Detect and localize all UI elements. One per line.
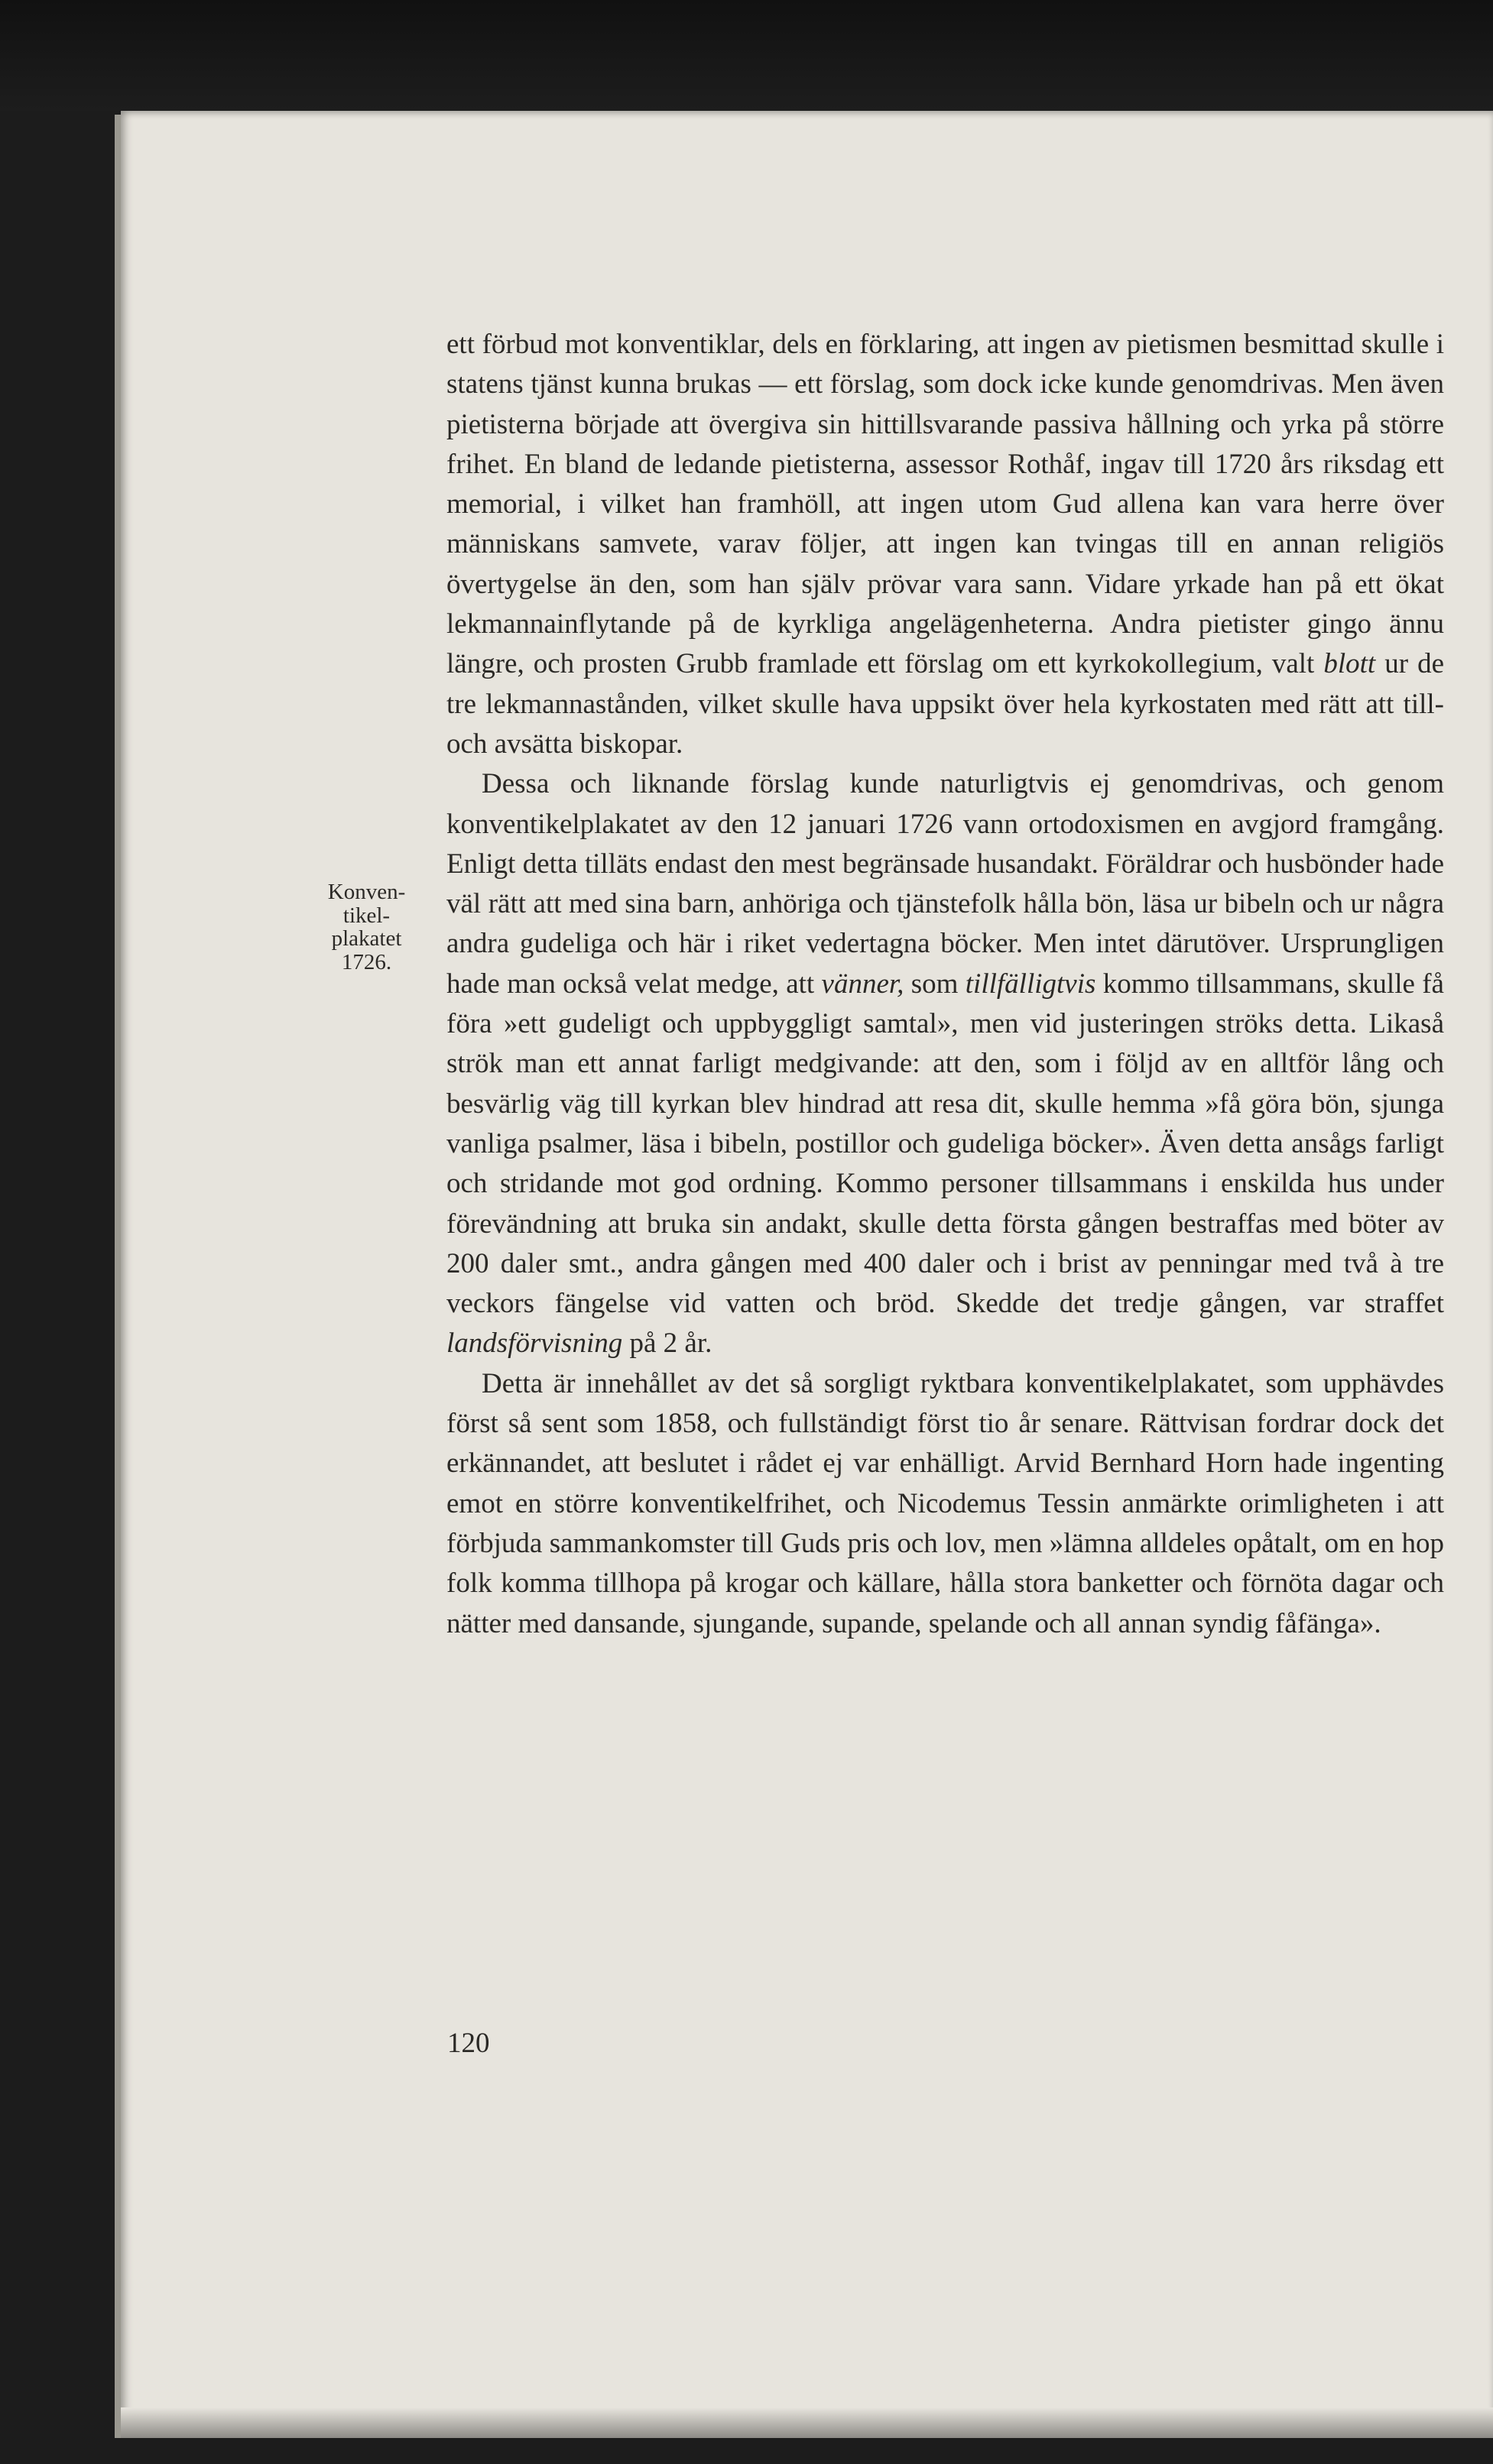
scan-border [0,0,1493,111]
paragraph-2 [446,764,1444,1363]
body-text [446,325,1444,1644]
marginal-note-line: 1726. [341,949,392,974]
emphasis: blott [1323,648,1376,680]
text-run: Detta är innehållet av det så sorgligt ryktbara konventikelplakatet, som upphävdes först så sent som 1858, och fullständigt först tio år senare. Rättvisan fordrar dock det erkännandet, att beslutet i rådet ej var enhälligt. Arvid Bernhard Horn hade ingenting emot en större konventikelfrihet, och Nicodemus Tessin anmärkte orimligheten i att förbjuda sammankomster till Guds pris och lov, men »lämna alldeles opåtalt, om en hop folk komma tillhopa på krogar och källare, hålla stora banketter och förnöta dagar och nätter med dansande, sjungande, supande, spelande och all annan syndig fåfänga». [446,1367,1444,1639]
marginal-note [315,880,418,974]
marginal-note-line: Konven- [327,880,406,904]
text-run: som [904,968,966,1000]
page-bottom-shadow [121,2407,1493,2438]
text-run: Dessa och liknande förslag kunde naturligtvis ej genomdrivas, och genom konventikelplakatet av den 12 januari 1726 vann ortodoxismen en avgjord framgång. Enligt detta tilläts endast den mest begränsade husandakt. Föräldrar och husbönder hade väl rätt att med sina barn, anhöriga och tjänstefolk hålla bön, läsa ur bibeln och ur några andra gudeliga och här i riket vedertagna böcker. Men intet därutöver. Ursprungligen hade man också velat medge, att [446,768,1444,1000]
emphasis: tillfälligtvis [965,968,1096,1000]
page-number: 120 [447,2028,490,2059]
paragraph-1 [446,325,1444,764]
paragraph-3 [446,1364,1444,1644]
marginal-note-line: plakatet [331,926,402,951]
emphasis: landsförvisning [446,1328,623,1360]
text-run: kommo tillsammans, skulle få föra »ett gudeligt och uppbyggligt samtal», men vid justeringen ströks detta. Likaså strök man ett annat farligt medgivande: att den, som i följd av en alltför lång och besvärlig väg till kyrkan blev hindrad att resa dit, skulle hemma »få göra bön, sjunga vanliga psalmer, läsa i bibeln, postillor och gudeliga böcker». Även detta ansågs farligt och stridande mot god ordning. Kommo personer tillsammans i enskilda hus under förevändning att bruka sin andakt, skulle detta första gången bestraffas med böter av 200 daler smt., andra gången med 400 daler och i brist av penningar med två à tre veckors fängelse vid vatten och bröd. Skedde det tredje gången, var straffet [446,968,1444,1320]
text-run: ett förbud mot konventiklar, dels en förklaring, att ingen av pietismen besmittad skulle i statens tjänst kunna brukas — ett förslag, som dock icke kunde genomdrivas. Men även pietisterna började att övergiva sin hittillsvarande passiva hållning och yrka på större frihet. En bland de ledande pietisterna, assessor Rothåf, ingav till 1720 års riksdag ett memorial, i vilket han framhöll, att ingen utom Gud allena kan vara herre över människans samvete, varav följer, att ingen kan tvingas till en annan religiös övertygelse än den, som han själv prövar vara sann. Vidare yrkade han på ett ökat lekmannainflytande på de kyrkliga angelägenheterna. Andra pietister gingo ännu längre, och prosten Grubb framlade ett förslag om ett kyrkokollegium, valt [446,329,1444,680]
text-run: på 2 år. [622,1328,712,1360]
emphasis: vänner, [821,968,904,1000]
marginal-note-line: tikel- [342,903,391,928]
text-run: ur de tre lekmannastånden, vilket skulle hava uppsikt över hela kyrkostaten med rätt att till- och avsätta biskopar. [446,648,1444,760]
